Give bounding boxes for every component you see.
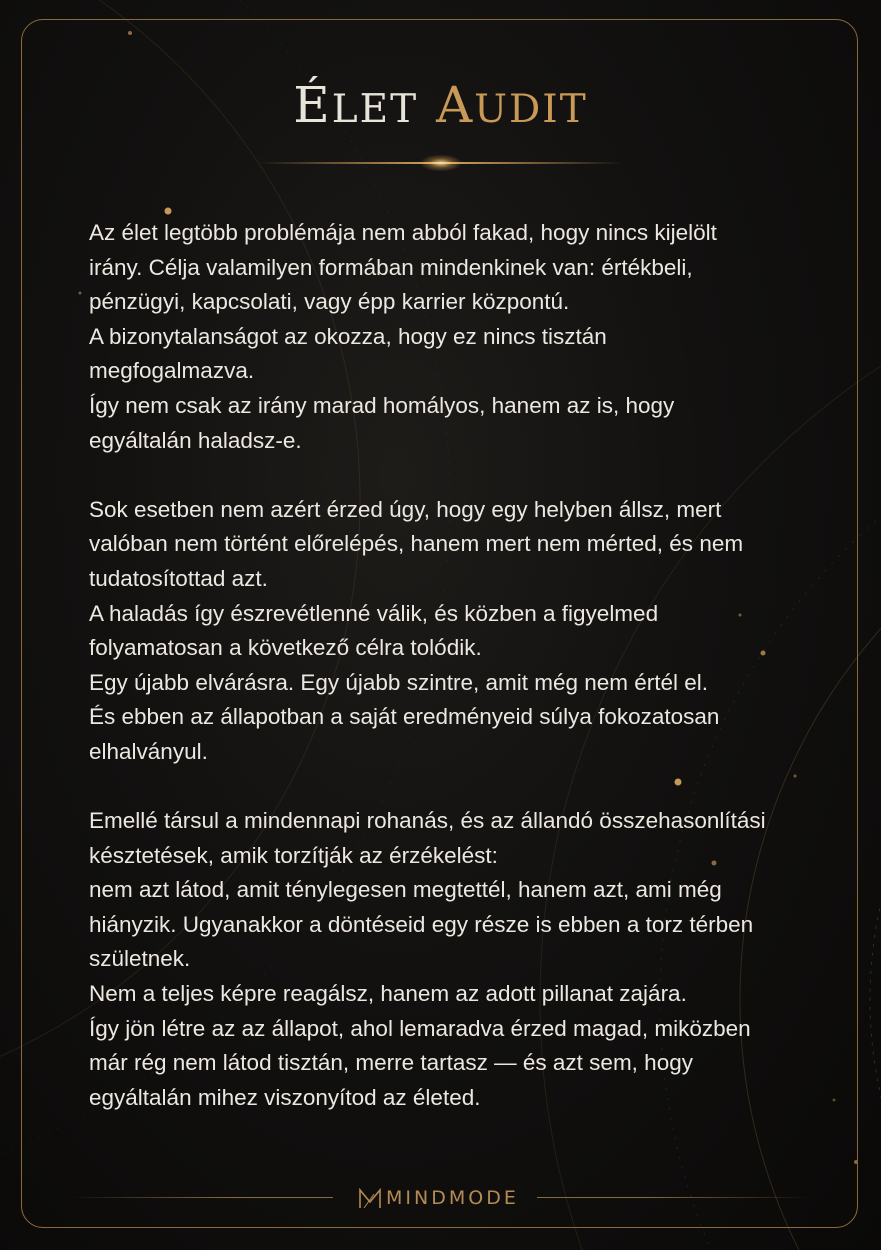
page-title [0,76,881,134]
text-line: Emellé társul a mindennapi rohanás, és az állandó összehasonlítási [89,808,766,834]
text-line: irány. Célja valamilyen formában mindenkinek van: értékbeli, [89,254,693,280]
text-line: Így nem csak az irány marad homályos, hanem az is, hogy [89,392,675,418]
text-line: Így jön létre az az állapot, ahol lemaradva érzed magad, miközben [89,1015,751,1041]
text-line: megfogalmazva. [89,358,255,384]
paragraph [89,493,809,770]
body-text [89,216,809,1150]
divider-glow [421,155,461,171]
text-line: A haladás így észrevétlenné válik, és közben a figyelmed [89,600,659,626]
text-line: egyáltalán mihez viszonyítod az életed. [89,1084,481,1110]
brand-logo [358,1185,519,1211]
title-word2-initial: A [436,76,475,134]
text-line: És ebben az állapotban a saját eredményeid súlya fokozatosan [89,704,720,730]
text-line: Sok esetben nem azért érzed úgy, hogy egy helyben állsz, mert [89,496,722,522]
text-line: egyáltalán haladsz-e. [89,427,302,453]
text-line: késztetések, amik torzítják az érzékelést: [89,842,498,868]
text-line: születnek. [89,946,191,972]
title-word1-rest: LET [331,87,419,132]
text-line: Az élet legtöbb problémája nem abból fakad, hogy nincs kijelölt [89,220,717,245]
brand-name: MINDMODE [386,1187,519,1209]
text-line: nem azt látod, amit ténylegesen megtettél, hanem azt, ami még [89,877,722,903]
mindmode-logo-icon [358,1186,382,1210]
text-line: elhalványul. [89,738,208,764]
footer-line-right [537,1197,811,1198]
text-line: folyamatosan a következő célra tolódik. [89,635,482,661]
text-line: Nem a teljes képre reagálsz, hanem az adott pillanat zajára. [89,981,687,1007]
title-word2-rest: UDIT [474,87,588,132]
text-line: Egy újabb elvárásra. Egy újabb szintre, amit még nem értél el. [89,669,709,695]
text-line: pénzügyi, kapcsolati, vagy épp karrier központú. [89,289,570,315]
text-line: A bizonytalanságot az okozza, hogy ez nincs tisztán [89,323,607,349]
paragraph [89,216,809,458]
title-word1-initial: É [293,76,332,134]
text-line: tudatosítottad azt. [89,565,268,591]
footer-line-left [70,1197,333,1198]
text-line: valóban nem történt előrelépés, hanem mert nem mérted, és nem [89,531,744,557]
text-line: hiányzik. Ugyanakkor a döntéseid egy része is ebben a torz térben [89,911,754,937]
paragraph [89,804,809,1115]
text-line: már rég nem látod tisztán, merre tartasz — és azt sem, hogy [89,1050,693,1076]
